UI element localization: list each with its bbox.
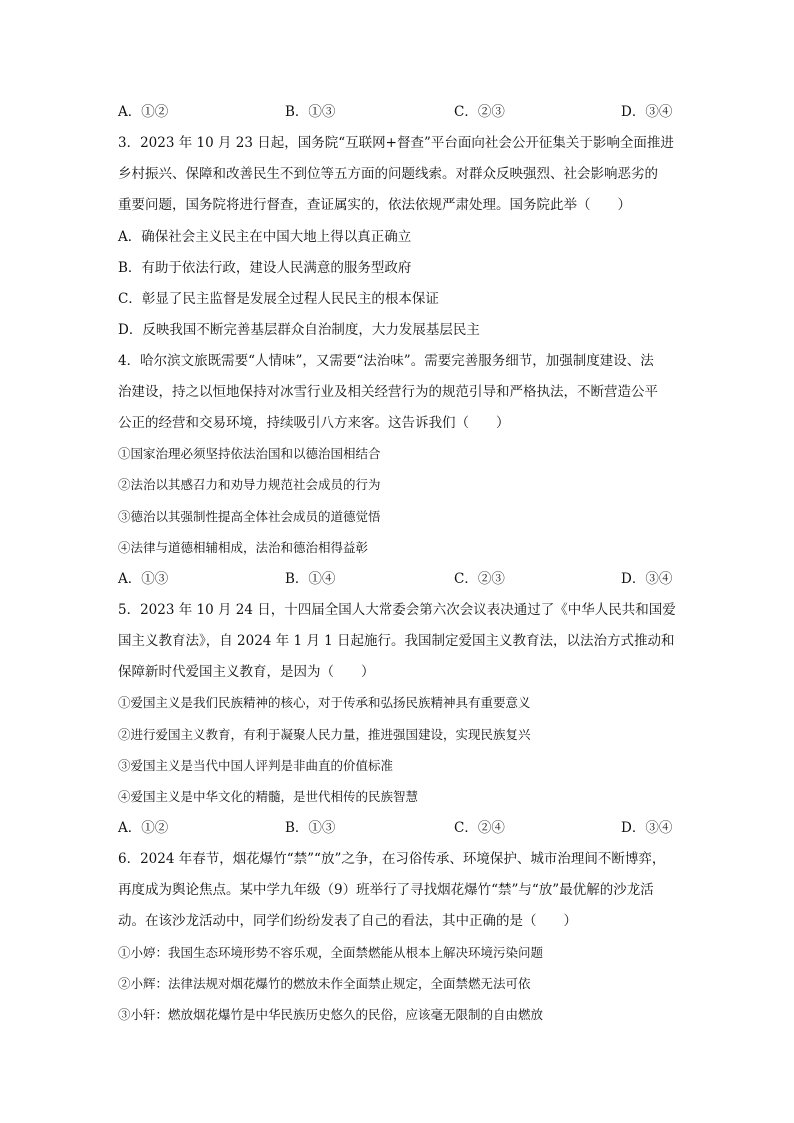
q4-option-d: D．③④: [621, 571, 673, 587]
q5-stem-line: 保障新时代爱国主义教育，是因为（ ）: [118, 664, 375, 680]
q3-choice-b: B．有助于依法行政，建设人民满意的服务型政府: [118, 260, 412, 276]
q5-options: [118, 818, 678, 838]
q5-item-1: ①爱国主义是我们民族精神的核心，对于传承和弘扬民族精神具有重要意义: [118, 695, 531, 710]
q4-option-a: A．①③: [118, 571, 169, 587]
q3-choice-c: C．彰显了民主监督是发展全过程人民民主的根本保证: [118, 291, 439, 307]
q3-choice-a: A．确保社会主义民主在中国大地上得以真正确立: [118, 229, 412, 245]
q4-options: [118, 569, 678, 589]
q5-item-4: ④爱国主义是中华文化的精髓，是世代相传的民族智慧: [118, 789, 419, 804]
q3-stem-line: 3．2023 年 10 月 23 日起，国务院“互联网+督查”平台面向社会公开征集关于影响全面推进: [118, 135, 674, 151]
q6-stem-line: 动。在该沙龙活动中，同学们纷纷发表了自己的看法，其中正确的是（ ）: [118, 913, 577, 929]
q5-option-a: A．①②: [118, 820, 169, 836]
q5-option-c: C．②④: [454, 820, 505, 836]
q4-option-b: B．①④: [285, 571, 336, 587]
q4-item-4: ④法律与道德相辅相成，法治和德治相得益彰: [118, 540, 369, 555]
q5-stem-line: 5．2023 年 10 月 24 日，十四届全国人大常委会第六次会议表决通过了《中华人民共和国爱: [118, 602, 676, 618]
q2-option-d: D．③④: [621, 104, 673, 120]
q5-item-3: ③爱国主义是当代中国人评判是非曲直的价值标准: [118, 758, 394, 773]
q6-item-2: ②小辉：法律法规对烟花爆竹的燃放未作全面禁止规定，全面禁燃无法可依: [118, 976, 531, 991]
q2-option-a: A．①②: [118, 104, 169, 120]
q6-item-3: ③小轩：燃放烟花爆竹是中华民族历史悠久的民俗，应该毫无限制的自由燃放: [118, 1007, 544, 1022]
q4-stem-line: 治建设，持之以恒地保持对冰雪行业及相关经营行为的规范引导和严格执法，不断营造公平: [118, 384, 658, 400]
q6-stem-line: 再度成为舆论焦点。某中学九年级（9）班举行了寻找烟花爆竹“禁”与“放”最优解的沙龙活: [118, 882, 654, 898]
q2-option-b: B．①③: [285, 104, 336, 120]
q6-stem-line: 6．2024 年春节，烟花爆竹“禁”“放”之争，在习俗传承、环境保护、城市治理间不断博弈，: [118, 851, 666, 867]
q3-choice-d: D．反映我国不断完善基层群众自治制度，大力发展基层民主: [118, 322, 480, 338]
q3-stem-line: 乡村振兴、保障和改善民生不到位等五方面的问题线索。对群众反映强烈、社会影响恶劣的: [118, 166, 658, 182]
q5-option-b: B．①③: [285, 820, 336, 836]
q3-stem-line: 重要问题，国务院将进行督查，查证属实的，依法依规严肃处理。国务院此举（ ）: [118, 197, 631, 213]
q5-option-d: D．③④: [621, 820, 673, 836]
q4-item-3: ③德治以其强制性提高全体社会成员的道德觉悟: [118, 509, 381, 524]
q4-stem-line: 公正的经营和交易环境，持续吸引八方来客。这告诉我们（ ）: [118, 415, 510, 431]
q2-options: [118, 102, 678, 122]
q5-item-2: ②进行爱国主义教育，有利于凝聚人民力量，推进强国建设，实现民族复兴: [118, 727, 531, 742]
q4-item-1: ①国家治理必须坚持依法治国和以德治国相结合: [118, 446, 381, 461]
q4-item-2: ②法治以其感召力和劝导力规范社会成员的行为: [118, 477, 381, 492]
q6-item-1: ①小婷：我国生态环境形势不容乐观，全面禁燃能从根本上解决环境污染问题: [118, 945, 544, 960]
q2-option-c: C．②③: [454, 104, 505, 120]
q5-stem-line: 国主义教育法》，自 2024 年 1 月 1 日起施行。我国制定爱国主义教育法，以法治方式推动和: [118, 633, 675, 649]
q4-stem-line: 4．哈尔滨文旅既需要“人情味”，又需要“法治味”。需要完善服务细节，加强制度建设、法: [118, 353, 654, 369]
q4-option-c: C．②③: [454, 571, 505, 587]
